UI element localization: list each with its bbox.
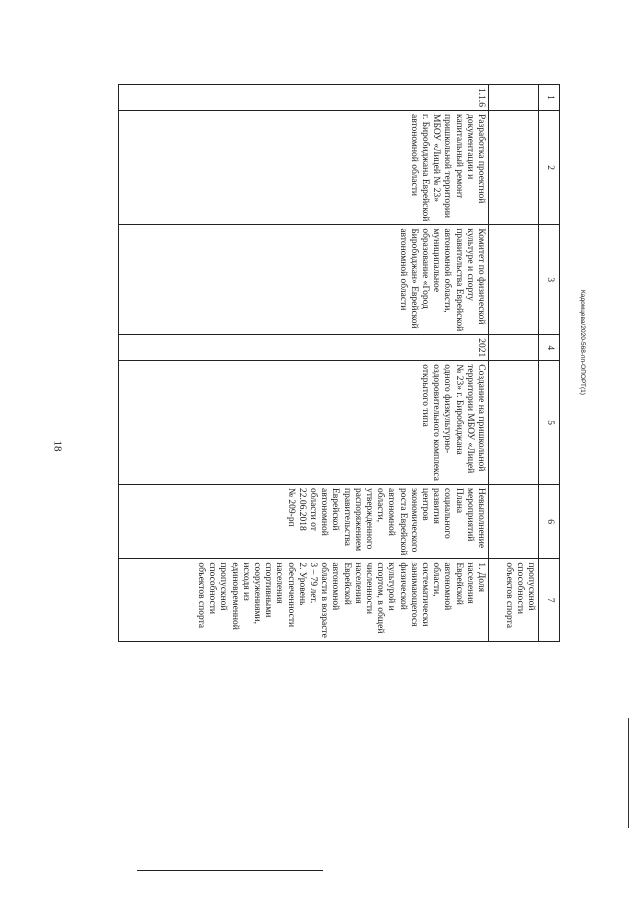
text-line: исходя из <box>240 562 251 601</box>
text-line: Разработка проектной <box>476 114 486 204</box>
text-line: Биробиджан» Еврейской <box>408 228 419 329</box>
text-line: пришкольной территории <box>442 114 453 219</box>
row-number: 1.1.6 <box>476 88 486 107</box>
cont-cell-2 <box>489 111 539 225</box>
text-line: пропускной <box>218 562 229 611</box>
text-line: роста Еврейской <box>397 487 408 556</box>
text-line: культуре и спорту <box>464 228 475 301</box>
text-line: спортом, в общей <box>375 562 386 634</box>
text-line: обеспеченности <box>285 562 296 628</box>
document-code: Кадомцева/2020-568-пп-ОПОРТ(1) <box>579 290 586 395</box>
table-row <box>119 85 489 642</box>
text-line: 3 – 79 лет. <box>307 562 318 604</box>
text-line: области от <box>307 487 318 531</box>
text-line: Комитет по физической <box>476 228 486 325</box>
indicators-cell <box>119 559 489 641</box>
text-line: культурой и <box>386 562 397 611</box>
measure-name-cell <box>119 111 489 225</box>
text-line: численности <box>363 562 374 614</box>
text-line: правительства Еврейской <box>453 228 464 332</box>
cont-cell-4 <box>489 335 539 361</box>
cont-cell-5 <box>489 361 539 485</box>
text-line: физической <box>397 562 408 610</box>
text-line: способности <box>207 562 218 614</box>
text-line: автономной <box>330 562 341 611</box>
header-cell-5: 5 <box>539 361 560 485</box>
text-line: систематически <box>419 562 430 627</box>
text-line: занимающегося <box>408 562 419 627</box>
text-line: капитальный ремонт <box>453 114 464 199</box>
text-line: способности <box>514 562 525 614</box>
text-line: оздоровительного комплекса <box>431 364 442 481</box>
cont-cell-3 <box>489 225 539 335</box>
text-line: Плана <box>453 487 464 514</box>
text-line: области в возрасте <box>319 562 330 638</box>
text-line: распоряжением <box>352 487 363 552</box>
header-row <box>539 85 560 642</box>
text-line: Еврейской <box>341 562 352 605</box>
text-line: муниципальное <box>431 228 442 293</box>
text-line: Невыполнение <box>476 487 486 549</box>
margin-mark <box>628 718 629 828</box>
header-cell-2: 2 <box>539 111 560 225</box>
header-cell-1: 1 <box>539 85 560 111</box>
text-line: населения <box>274 562 285 604</box>
text-line: объектов спорта <box>195 562 206 629</box>
year-cell <box>119 335 489 361</box>
text-line: правительства <box>341 487 352 546</box>
text-line: объектов спорта <box>503 562 514 629</box>
text-line: образование «Город <box>419 228 430 309</box>
text-line: единовременной <box>229 562 240 630</box>
executor-cell <box>119 225 489 335</box>
text-line: автономной области <box>397 228 408 311</box>
text-line: МБОУ «Лицей № 23» <box>431 114 442 202</box>
text-line: территории МБОУ «Лицей <box>464 364 475 474</box>
text-line: автономной <box>386 487 397 536</box>
header-cell-3: 3 <box>539 225 560 335</box>
text-line: г. Биробиджана Еврейской <box>419 114 430 222</box>
text-line: развития <box>431 487 442 524</box>
text-line: области, <box>431 562 442 597</box>
table-container <box>118 84 560 642</box>
text-line: 1. Доля <box>476 562 486 593</box>
cont-cell-1 <box>489 85 539 111</box>
text-line: социального <box>442 487 453 539</box>
cont-cell-7 <box>489 559 539 641</box>
text-line: Создание на пришкольной <box>476 364 486 472</box>
page-number: 18 <box>51 440 64 452</box>
text-line: мероприятий <box>464 487 475 542</box>
text-line: области, <box>375 487 386 523</box>
text-line: автономной области <box>408 114 419 196</box>
text-line: населения <box>352 562 363 604</box>
header-cell-6: 6 <box>539 484 560 558</box>
cont-cell-6 <box>489 484 539 558</box>
continuation-row <box>489 85 539 642</box>
text-line: автономной <box>442 562 453 611</box>
text-line: документации и <box>464 114 475 180</box>
text-line: населения <box>464 562 475 604</box>
year-value: 2021 <box>476 338 486 358</box>
text-line: 2. Уровень <box>296 562 307 606</box>
header-cell-4: 4 <box>539 335 560 361</box>
text-line: открытого типа <box>419 364 430 427</box>
signature-line <box>137 870 323 871</box>
text-line: пропускной <box>526 562 536 611</box>
text-line: Еврейской <box>453 562 464 605</box>
text-line: экономического <box>408 487 419 553</box>
text-line: Еврейской <box>330 487 341 531</box>
text-line: № 23» г. Биробиджана <box>453 364 464 455</box>
text-line: сооружениями, <box>251 562 262 624</box>
text-line: утвержденного <box>363 487 374 550</box>
consequences-cell <box>119 484 489 558</box>
text-line: одного физкультурно- <box>442 364 453 454</box>
text-line: центров <box>419 487 430 521</box>
text-line: № 209-рп <box>285 487 296 527</box>
row-number-cell <box>119 85 489 111</box>
measures-table <box>118 84 560 642</box>
result-cell <box>119 361 489 485</box>
header-cell-7: 7 <box>539 559 560 641</box>
text-line: автономной области, <box>442 228 453 313</box>
text-line: спортивными <box>263 562 274 618</box>
text-line: автономной <box>319 487 330 536</box>
text-line: 22.06.2018 <box>296 487 307 531</box>
